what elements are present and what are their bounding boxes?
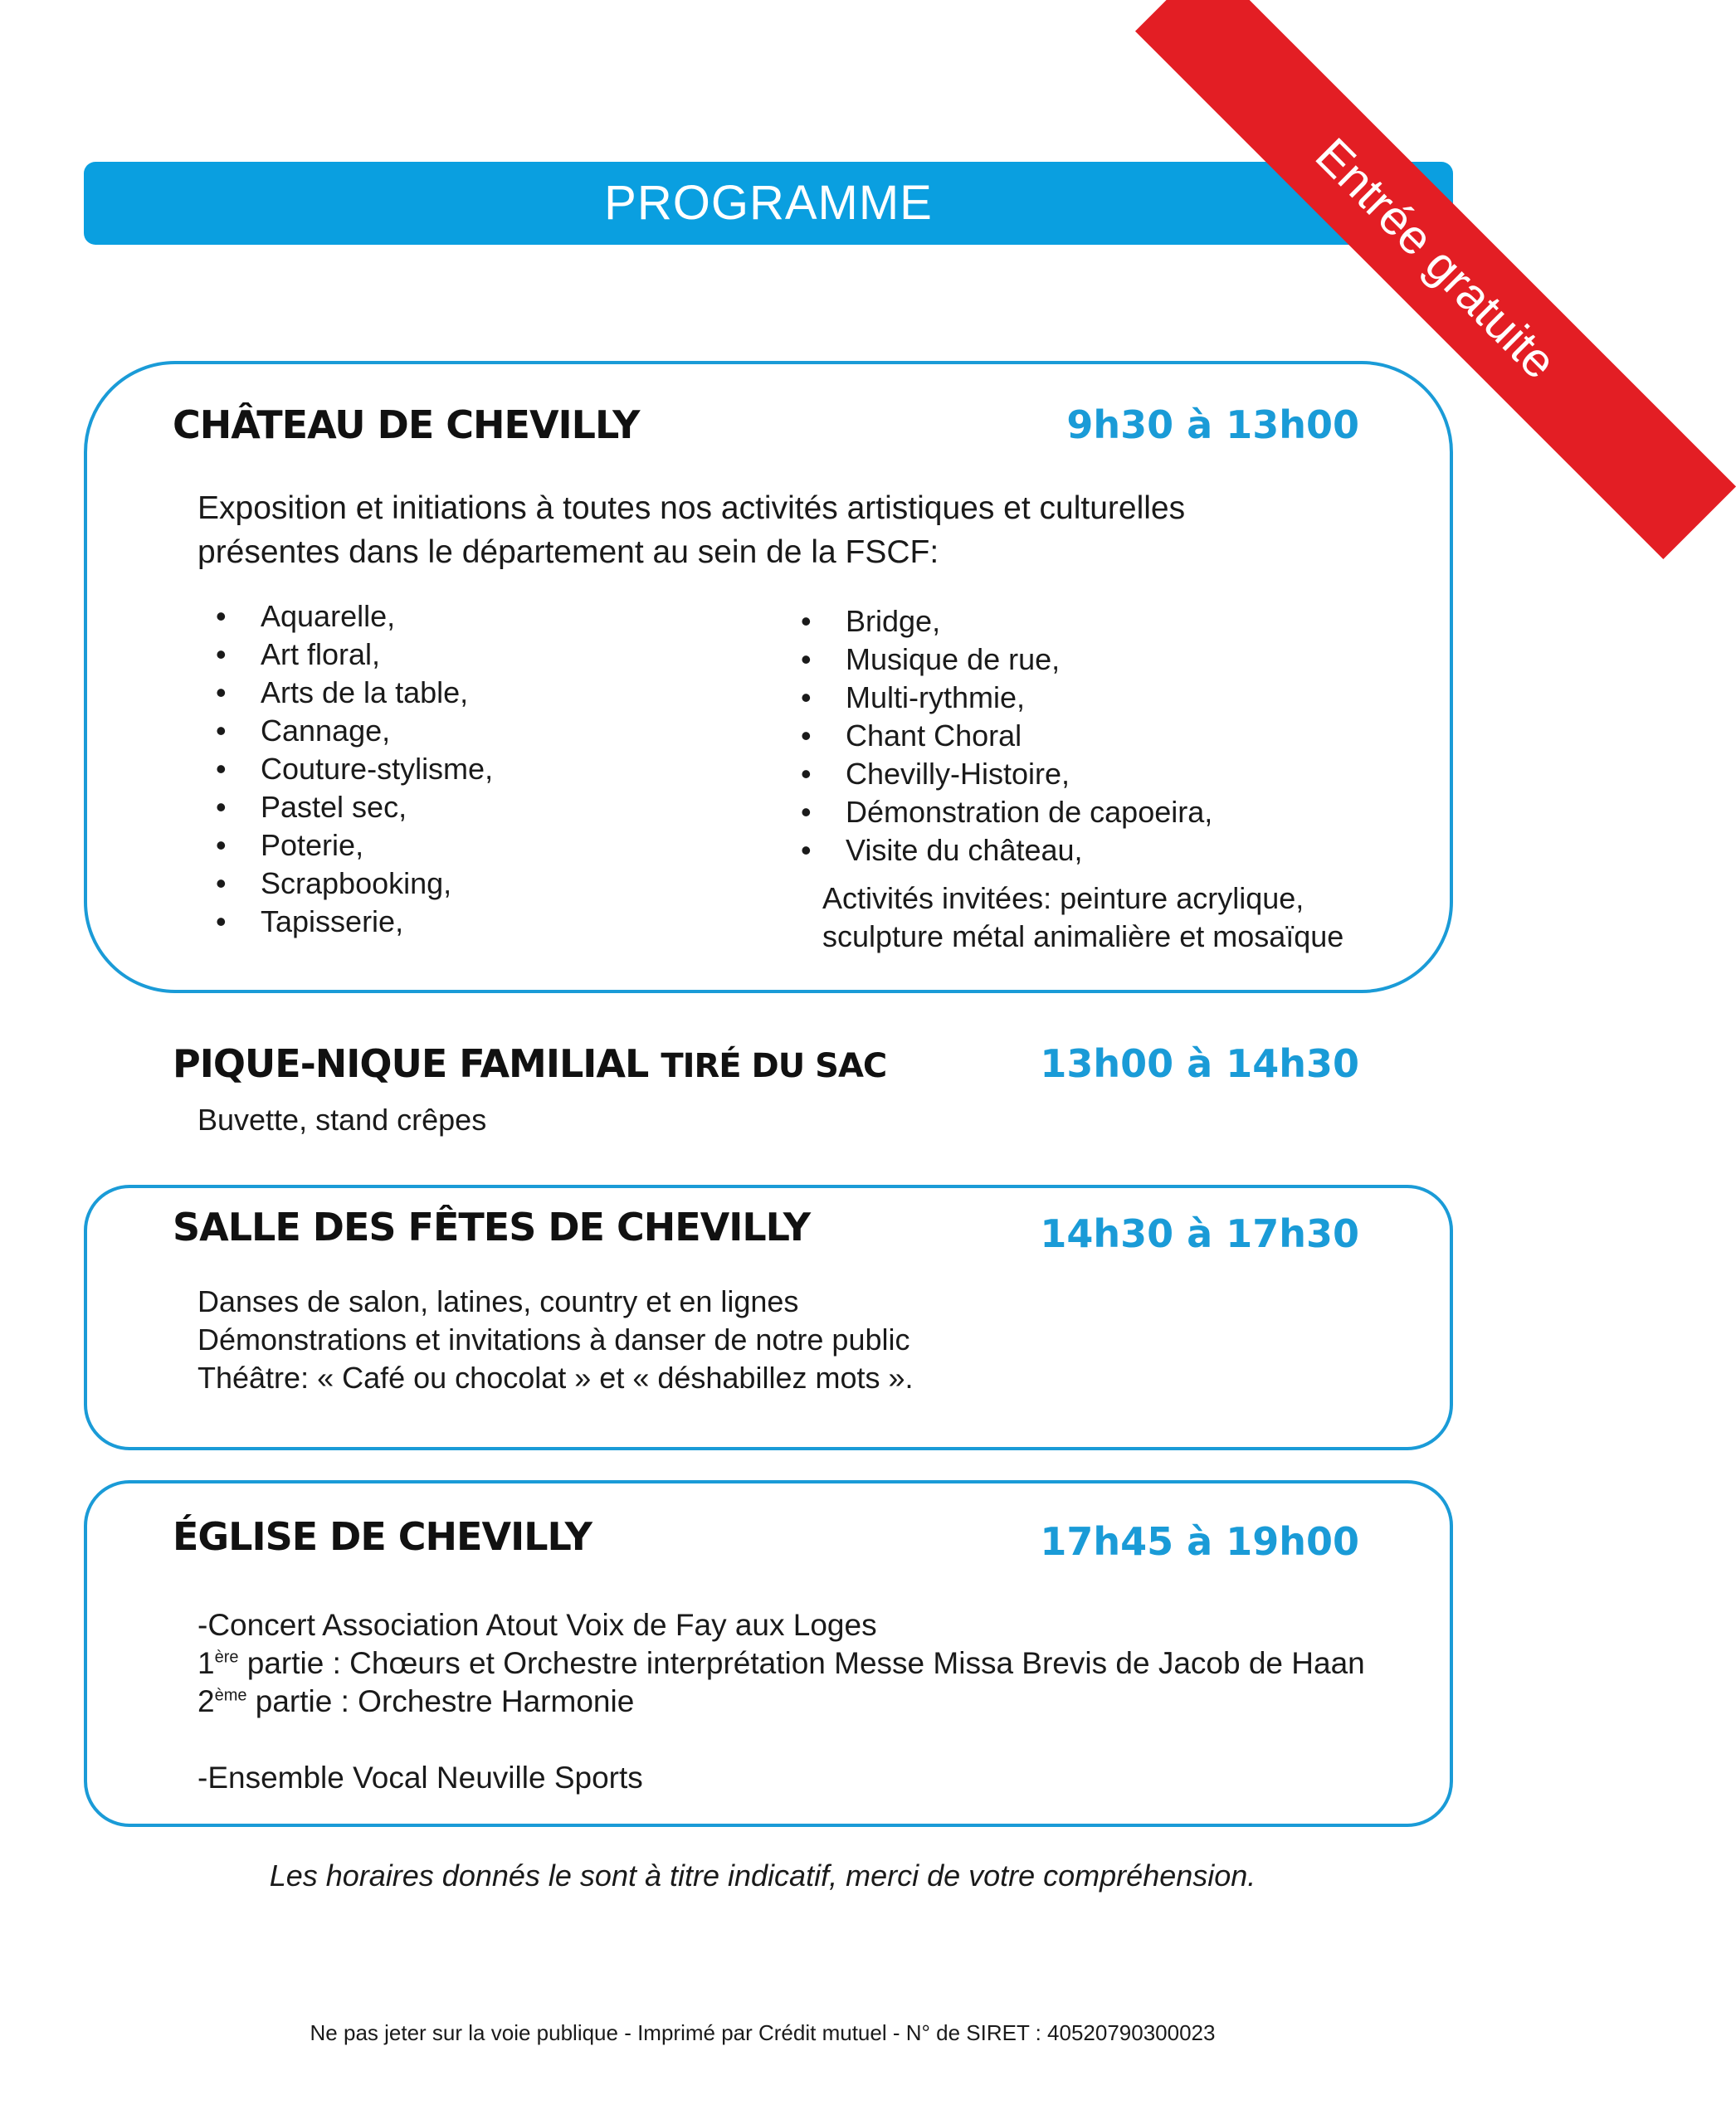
salle-line: Théâtre: « Café ou chocolat » et « déshabillez mots ».: [197, 1361, 914, 1395]
eglise-time: 17h45 à 19h00: [1040, 1519, 1359, 1564]
part-text: partie : Chœurs et Orchestre interprétation Messe Missa Brevis de Jacob de Haan: [238, 1646, 1365, 1680]
list-item: • Cannage,: [197, 712, 493, 750]
piquenique-desc: Buvette, stand crêpes: [197, 1103, 487, 1137]
list-item: • Chant Choral: [783, 717, 1212, 755]
part-text: partie : Orchestre Harmonie: [246, 1684, 635, 1718]
list-item: • Visite du château,: [783, 831, 1212, 870]
part-number: 1: [197, 1646, 215, 1680]
chateau-intro-line: présentes dans le département au sein de la FSCF:: [197, 534, 939, 570]
chateau-activities-right: [783, 602, 1212, 870]
guest-line: sculpture métal animalière et mosaïque: [822, 919, 1344, 953]
piquenique-title: [173, 1041, 886, 1086]
spacer: [197, 1721, 1365, 1759]
eglise-part2: [197, 1683, 1365, 1721]
chateau-guest-activities: [822, 879, 1343, 956]
eglise-title: ÉGLISE DE CHEVILLY: [173, 1514, 592, 1559]
list-item: • Arts de la table,: [197, 674, 493, 712]
salle-time: 14h30 à 17h30: [1040, 1211, 1359, 1256]
piquenique-title-sub: TIRÉ DU SAC: [661, 1047, 887, 1085]
schedule-note: Les horaires donnés le sont à titre indicatif, merci de votre compréhension.: [269, 1858, 1256, 1893]
piquenique-time: 13h00 à 14h30: [1040, 1041, 1359, 1086]
list-item: • Bridge,: [783, 602, 1212, 641]
guest-line: Activités invitées: peinture acrylique,: [822, 881, 1304, 915]
salle-title: SALLE DES FÊTES DE CHEVILLY: [173, 1205, 811, 1250]
chateau-activities-left: [197, 597, 493, 941]
eglise-details: [197, 1606, 1365, 1797]
salle-details: [197, 1283, 914, 1397]
list-item: • Art floral,: [197, 636, 493, 674]
part-ordinal: ère: [214, 1648, 239, 1667]
salle-line: Danses de salon, latines, country et en lignes: [197, 1284, 799, 1318]
list-item: • Musique de rue,: [783, 641, 1212, 679]
chateau-time: 9h30 à 13h00: [1066, 402, 1359, 447]
chateau-title: CHÂTEAU DE CHEVILLY: [173, 402, 640, 447]
part-number: 2: [197, 1684, 215, 1718]
chateau-intro-line: Exposition et initiations à toutes nos activités artistiques et culturelles: [197, 490, 1186, 526]
list-item: • Aquarelle,: [197, 597, 493, 636]
salle-line: Démonstrations et invitations à danser de notre public: [197, 1323, 910, 1357]
piquenique-title-main: PIQUE-NIQUE FAMILIAL: [173, 1041, 649, 1086]
list-item: • Chevilly-Histoire,: [783, 755, 1212, 793]
free-entry-badge: Entrée gratuite: [1135, 0, 1736, 559]
list-item: • Pastel sec,: [197, 788, 493, 826]
eglise-part1: [197, 1644, 1365, 1683]
eglise-line: -Ensemble Vocal Neuville Sports: [197, 1761, 643, 1795]
list-item: • Tapisserie,: [197, 903, 493, 941]
part-ordinal: ème: [214, 1686, 247, 1705]
list-item: • Couture-stylisme,: [197, 750, 493, 788]
list-item: • Démonstration de capoeira,: [783, 793, 1212, 831]
list-item: • Scrapbooking,: [197, 865, 493, 903]
footer-text: Ne pas jeter sur la voie publique - Imprimé par Crédit mutuel - N° de SIRET : 40520790300023: [310, 2020, 1216, 2045]
list-item: • Poterie,: [197, 826, 493, 865]
programme-title: PROGRAMME: [604, 176, 933, 230]
eglise-line: -Concert Association Atout Voix de Fay aux Loges: [197, 1608, 877, 1642]
corner-ribbon: [963, 0, 1567, 539]
list-item: • Multi-rythmie,: [783, 679, 1212, 717]
